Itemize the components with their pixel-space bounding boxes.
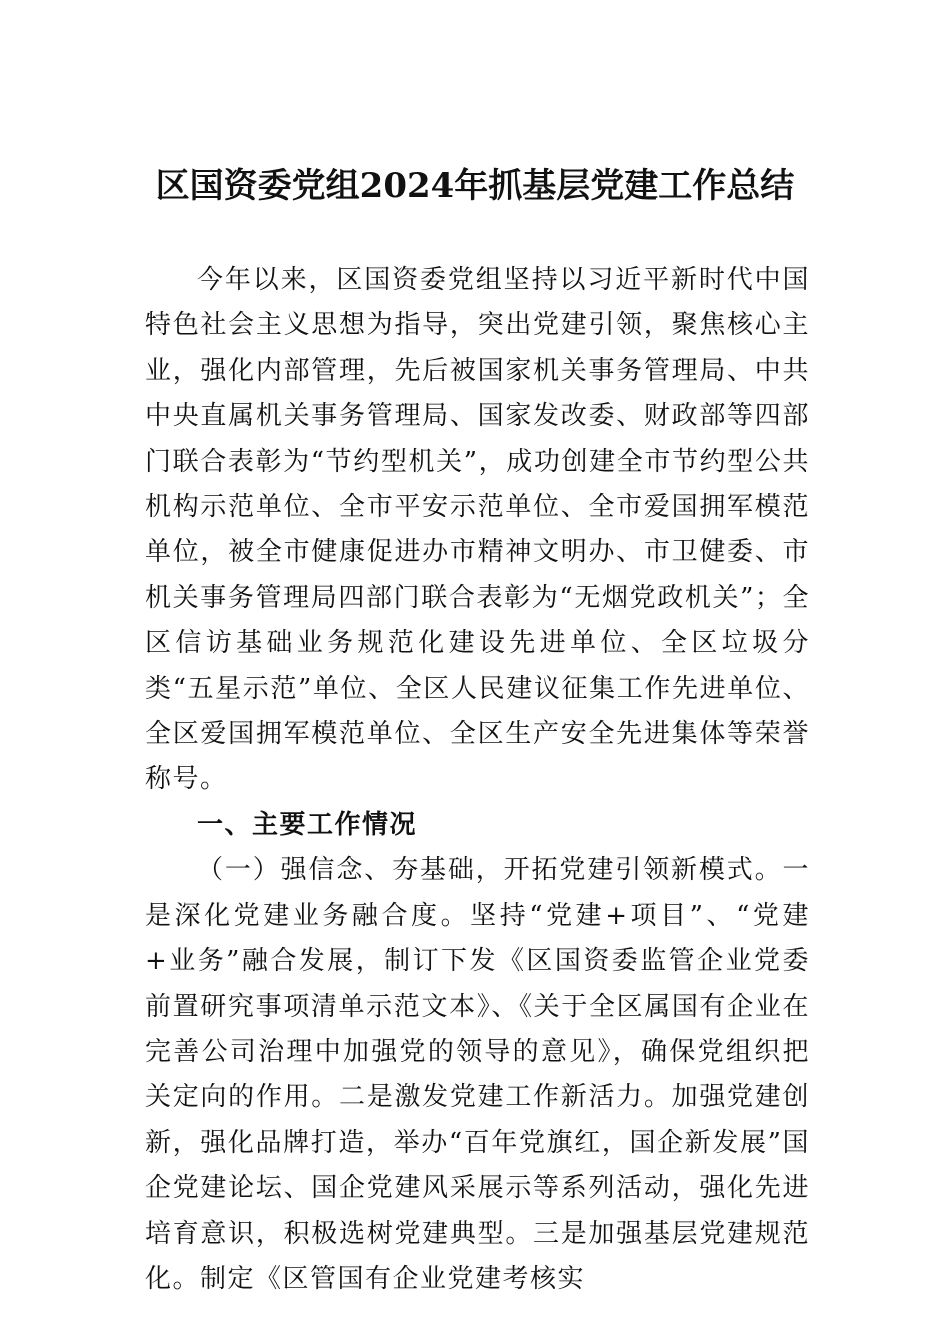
subsection-heading: （一）强信念、夯基础，开拓党建引领新模式。 xyxy=(197,855,783,886)
subsection-paragraph xyxy=(145,848,810,1302)
document-title: 区国资委党组2024年抓基层党建工作总结 xyxy=(155,166,795,206)
section-heading: 一、主要工作情况 xyxy=(197,809,418,840)
intro-paragraph: 今年以来，区国资委党组坚持以习近平新时代中国特色社会主义思想为指导，突出党建引领，聚焦核心主业，强化内部管理，先后被国家机关事务管理局、中共中央直属机关事务管理局、国家发改委、财政部等四部门联合表彰为“节约型机关”，成功创建全市节约型公共机构示范单位、全市平安示范单位、全市爱国拥军模范单位，被全市健康促进办市精神文明办、市卫健委、市机关事务管理局四部门联合表彰为“无烟党政机关”；全区信访基础业务规范化建设先进单位、全区垃圾分类“五星示范”单位、全区人民建议征集工作先进单位、全区爱国拥军模范单位、全区生产安全先进集体等荣誉称号。 xyxy=(145,265,810,795)
subsection-body: 一是深化党建业务融合度。坚持“党建+项目”、“党建+业务”融合发展，制订下发《区国资委监管企业党委前置研究事项清单示范文本》、《关于全区属国有企业在完善公司治理中加强党的领导的意见》，确保党组织把关定向的作用。二是激发党建工作新活力。加强党建创新，强化品牌打造，举办“百年党旗红，国企新发展”国企党建论坛、国企党建风采展示等系列活动，强化先进培育意识，积极选树党建典型。三是加强基层党建规范化。制定《区管国有企业党建考核实 xyxy=(145,855,810,1294)
document-body xyxy=(145,258,810,1302)
